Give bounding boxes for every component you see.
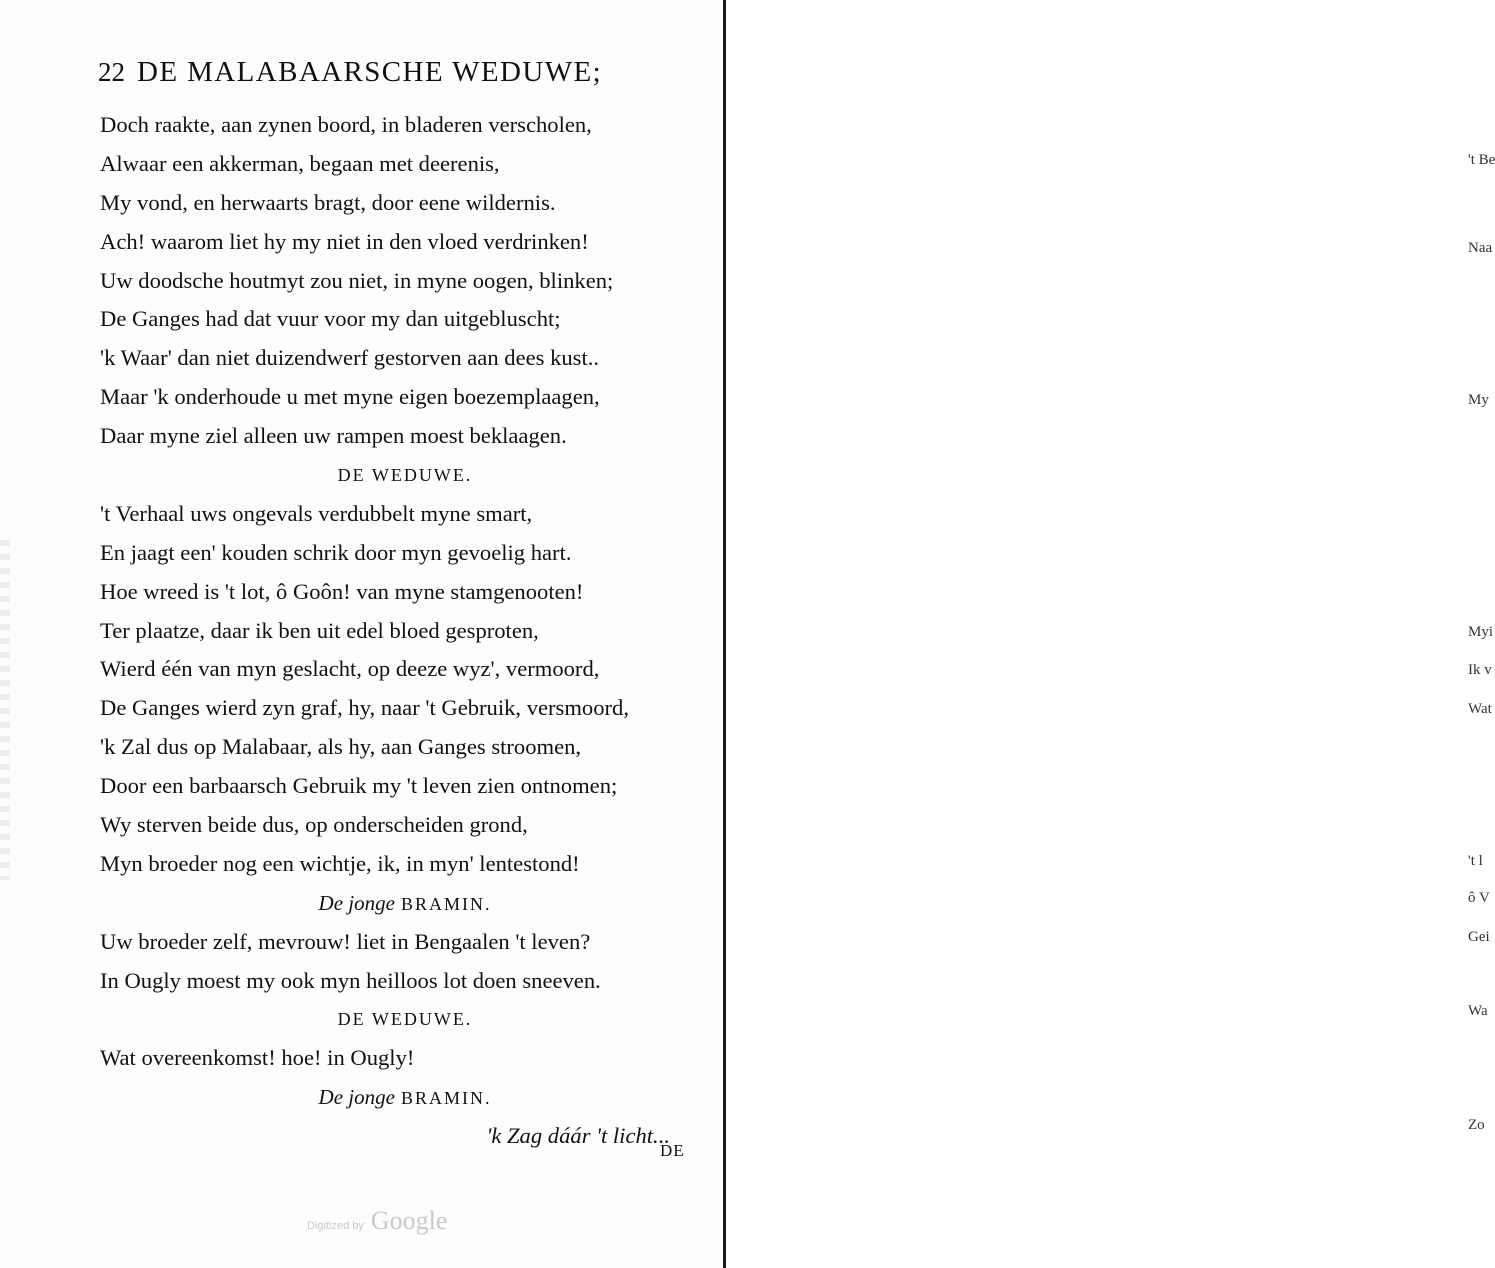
- speaker-role-caps: BRAMIN.: [400, 893, 492, 914]
- adjacent-page-fragment: Myi: [1468, 624, 1494, 640]
- adjacent-page-fragment: My: [1468, 392, 1489, 408]
- verse-line: 'k Waar' dan niet duizendwerf gestorven aan dees kust..: [100, 345, 600, 371]
- adjacent-page-fragment: Ik v: [1468, 662, 1492, 678]
- running-head: [98, 56, 698, 96]
- verse-line: Uw broeder zelf, mevrouw! liet in Bengaalen 't leven?: [100, 928, 591, 954]
- running-title: DE MALABAARSCHE WEDUWE;: [137, 56, 603, 88]
- verse-line: Door een barbaarsch Gebruik my 't leven zien ontnomen;: [100, 773, 618, 799]
- verse-line: 'k Zag dáár 't licht...: [486, 1123, 670, 1149]
- adjacent-page-fragment: Wa: [1468, 1003, 1488, 1019]
- verse-line: En jaagt een' kouden schrik door myn gevoelig hart.: [100, 539, 572, 565]
- adjacent-page-edge: [727, 0, 1495, 1268]
- verse-line: Hoe wreed is 't lot, ô Goôn! van myne stamgenooten!: [100, 578, 584, 604]
- adjacent-page-fragment: Gei: [1468, 929, 1490, 945]
- speaker-role-caps: BRAMIN.: [400, 1088, 492, 1109]
- verse-text-block: [100, 106, 700, 1156]
- verse-line: De Ganges wierd zyn graf, hy, naar 't Gebruik, versmoord,: [100, 695, 629, 721]
- adjacent-page-fragment: Zo: [1468, 1117, 1485, 1133]
- verse-line: Wy sterven beide dus, op onderscheiden grond,: [100, 812, 528, 838]
- page-number: 22: [98, 57, 125, 87]
- adjacent-page-fragment: Wat: [1468, 701, 1492, 717]
- speaker-role-italic: De jonge: [318, 1085, 395, 1110]
- adjacent-page-fragment: 't l: [1468, 853, 1483, 869]
- page-edge-shadow: [0, 540, 10, 880]
- speaker-role-italic: De jonge: [318, 890, 395, 915]
- verse-line: De Ganges had dat vuur voor my dan uitgebluscht;: [100, 306, 561, 332]
- verse-line: 'k Zal dus op Malabaar, als hy, aan Ganges stroomen,: [100, 734, 582, 760]
- speaker-heading: DE WEDUWE.: [337, 1009, 473, 1030]
- book-page: [0, 0, 722, 1268]
- catchword: DE: [660, 1141, 685, 1160]
- speaker-heading: [100, 1078, 700, 1117]
- adjacent-page-fragment: 't Be: [1468, 152, 1495, 168]
- verse-line: Daar myne ziel alleen uw rampen moest beklaagen.: [100, 423, 567, 449]
- google-logo: Google: [370, 1206, 448, 1235]
- verse-line: 't Verhaal uws ongevals verdubbelt myne smart,: [100, 500, 533, 526]
- verse-line: Uw doodsche houtmyt zou niet, in myne oogen, blinken;: [100, 267, 614, 293]
- verse-line: Ach! waarom liet hy my niet in den vloed verdrinken!: [100, 228, 589, 254]
- verse-line: Myn broeder nog een wichtje, ik, in myn' lentestond!: [100, 850, 580, 876]
- adjacent-page-fragment: Naa: [1468, 240, 1493, 256]
- digitization-watermark: [307, 1206, 447, 1236]
- verse-line: Maar 'k onderhoude u met myne eigen boezemplaagen,: [100, 384, 600, 410]
- verse-line: My vond, en herwaarts bragt, door eene wildernis.: [100, 189, 556, 215]
- page-gutter-divider: [723, 0, 726, 1268]
- verse-line: Wierd één van myn geslacht, op deeze wyz', vermoord,: [100, 656, 600, 682]
- verse-line: Ter plaatze, daar ik ben uit edel bloed gesproten,: [100, 617, 539, 643]
- watermark-prefix: Digitized by: [307, 1220, 364, 1232]
- adjacent-page-fragment: ô V: [1468, 890, 1490, 906]
- speaker-heading: [100, 884, 700, 923]
- verse-line: Wat overeenkomst! hoe! in Ougly!: [100, 1045, 415, 1071]
- speaker-heading: DE WEDUWE.: [337, 465, 473, 486]
- verse-line: Alwaar een akkerman, begaan met deerenis,: [100, 150, 500, 176]
- verse-line: Doch raakte, aan zynen boord, in bladeren verscholen,: [100, 112, 592, 137]
- verse-line: In Ougly moest my ook myn heilloos lot doen sneeven.: [100, 967, 601, 993]
